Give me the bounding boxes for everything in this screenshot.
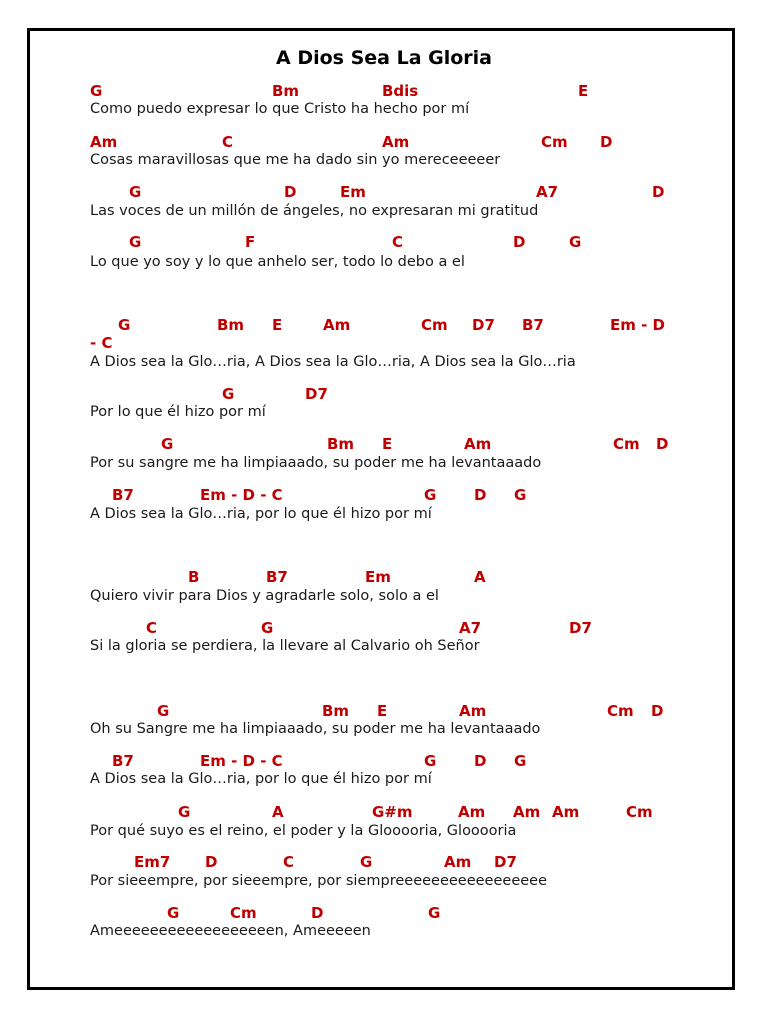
lyric-line: A Dios sea la Glo…ria, por lo que él hizo por mí: [90, 771, 432, 787]
chord: Em: [365, 568, 391, 586]
chord: A: [474, 568, 486, 586]
chord: Am: [444, 853, 472, 871]
chord: G: [569, 233, 582, 251]
chord: Cm: [421, 316, 448, 334]
chord: G: [261, 619, 274, 637]
chord: D: [651, 702, 664, 720]
lyric-line: A Dios sea la Glo…ria, por lo que él hizo por mí: [90, 506, 432, 522]
chord: Cm: [626, 803, 653, 821]
chord: - C: [90, 334, 113, 352]
chord: B7: [522, 316, 544, 334]
chord: A: [272, 803, 284, 821]
lyric-line: Por su sangre me ha limpiaaado, su poder me ha levantaaado: [90, 455, 542, 471]
chord: B7: [112, 752, 134, 770]
chord: D: [656, 435, 669, 453]
chord: Em: [340, 183, 366, 201]
chord: Am: [552, 803, 580, 821]
chord: E: [272, 316, 283, 334]
chord: Em - D - C: [200, 752, 283, 770]
chord: D: [311, 904, 324, 922]
chord: C: [146, 619, 158, 637]
chord: Am: [323, 316, 351, 334]
song-title: A Dios Sea La Gloria: [276, 47, 492, 69]
lyric-line: Por qué suyo es el reino, el poder y la Glooooria, Glooooria: [90, 823, 517, 839]
chord: C: [222, 133, 234, 151]
chord: F: [245, 233, 256, 251]
lyric-line: Lo que yo soy y lo que anhelo ser, todo lo debo a el: [90, 254, 465, 270]
chord: Bm: [327, 435, 355, 453]
chord: D: [600, 133, 613, 151]
lyric-line: A Dios sea la Glo…ria, A Dios sea la Glo…ria, A Dios sea la Glo…ria: [90, 354, 576, 370]
chord: D: [513, 233, 526, 251]
chord: G: [428, 904, 441, 922]
chord: Em - D - C: [200, 486, 283, 504]
chord: D: [652, 183, 665, 201]
chord: G#m: [372, 803, 413, 821]
chord: Am: [90, 133, 118, 151]
chord: Cm: [230, 904, 257, 922]
lyric-line: Las voces de un millón de ángeles, no expresaran mi gratitud: [90, 203, 539, 219]
chord: G: [222, 385, 235, 403]
chord: Am: [459, 702, 487, 720]
chord: G: [360, 853, 373, 871]
chord: G: [514, 486, 527, 504]
chord: Bdis: [382, 82, 419, 100]
chord: D: [284, 183, 297, 201]
chord: C: [392, 233, 404, 251]
chord: E: [382, 435, 393, 453]
lyric-line: Quiero vivir para Dios y agradarle solo, solo a el: [90, 588, 439, 604]
chord: G: [424, 752, 437, 770]
lyric-line: Por sieeempre, por sieeempre, por siempreeeeeeeeeeeeeeeee: [90, 873, 548, 889]
chord: Cm: [613, 435, 640, 453]
chord: E: [377, 702, 388, 720]
chord: B7: [266, 568, 288, 586]
lyric-line: Como puedo expresar lo que Cristo ha hecho por mí: [90, 101, 470, 117]
chord: Am: [458, 803, 486, 821]
chord: D: [205, 853, 218, 871]
chord: A7: [536, 183, 559, 201]
lyric-line: Oh su Sangre me ha limpiaaado, su poder me ha levantaaado: [90, 721, 541, 737]
chord: G: [514, 752, 527, 770]
chord: C: [283, 853, 295, 871]
chord: B7: [112, 486, 134, 504]
chord: Bm: [217, 316, 245, 334]
chord: Cm: [541, 133, 568, 151]
chord: D: [474, 486, 487, 504]
chord: Am: [464, 435, 492, 453]
chord: G: [157, 702, 170, 720]
chord: G: [178, 803, 191, 821]
chord: G: [90, 82, 103, 100]
chord: Bm: [272, 82, 300, 100]
chord: G: [129, 233, 142, 251]
chord: E: [578, 82, 589, 100]
chord: G: [118, 316, 131, 334]
chord: B: [188, 568, 200, 586]
chord: D7: [494, 853, 517, 871]
chord: A7: [459, 619, 482, 637]
chord: D7: [305, 385, 328, 403]
chord: D: [474, 752, 487, 770]
chord: Am: [382, 133, 410, 151]
chord: Em - D: [610, 316, 665, 334]
chord: G: [129, 183, 142, 201]
lyric-line: Si la gloria se perdiera, la llevare al Calvario oh Señor: [90, 638, 480, 654]
chord: G: [167, 904, 180, 922]
chord: Bm: [322, 702, 350, 720]
chord: D7: [472, 316, 495, 334]
chord: D7: [569, 619, 592, 637]
chord: Cm: [607, 702, 634, 720]
chord: G: [424, 486, 437, 504]
chord: G: [161, 435, 174, 453]
lyric-line: Cosas maravillosas que me ha dado sin yo mereceeeeer: [90, 152, 501, 168]
chord: Em7: [134, 853, 171, 871]
lyric-line: Ameeeeeeeeeeeeeeeeeen, Ameeeeen: [90, 923, 371, 939]
chord: Am: [513, 803, 541, 821]
lyric-line: Por lo que él hizo por mí: [90, 404, 266, 420]
